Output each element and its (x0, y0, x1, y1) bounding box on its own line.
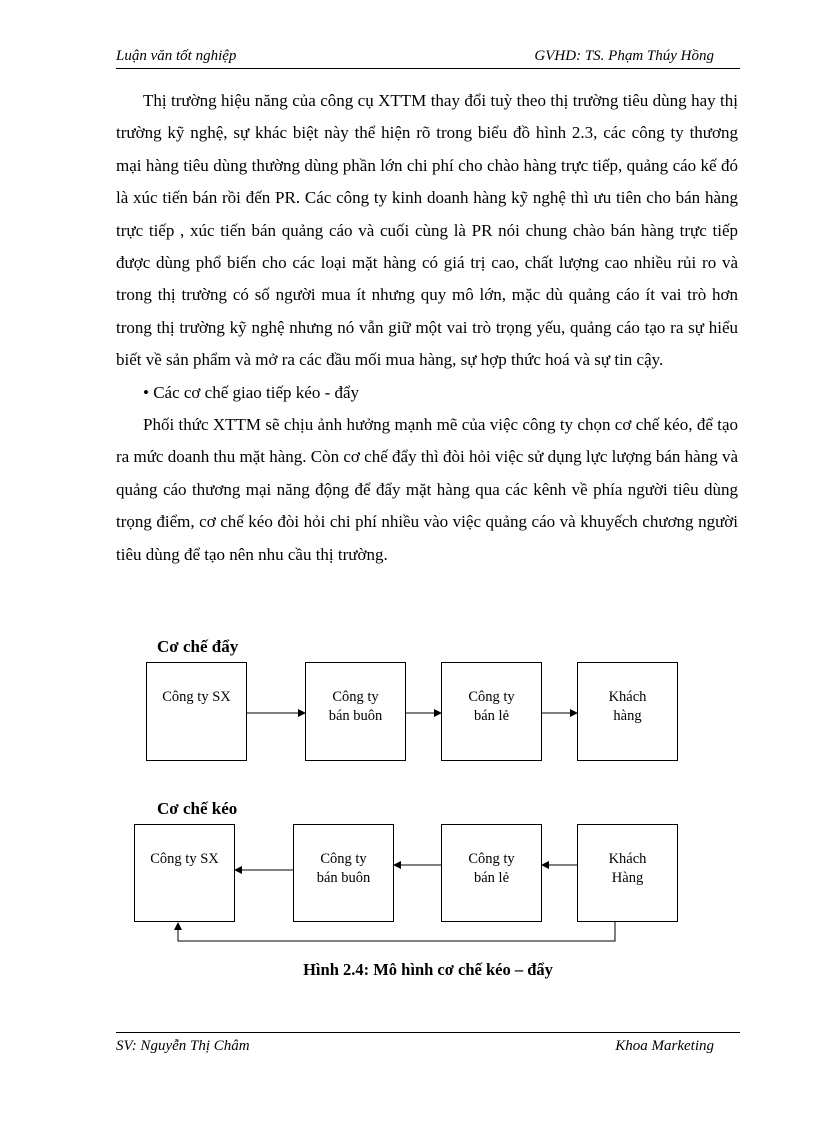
pull-box-1-line1: Công ty SX (150, 851, 219, 867)
paragraph-1: Thị trường hiệu năng của công cụ XTTM thay đổi tuỳ theo thị trường tiêu dùng hay thị trường kỹ nghệ, sự khác biệt này thể hiện rõ trong biểu đồ hình 2.3, các công ty thương mại hàng tiêu dùng thường dùng phần lớn chi phí cho chào hàng trực tiếp, quảng cáo kế đó là xúc tiến bán rồi đến PR. Các công ty kinh doanh hàng kỹ nghệ thì ưu tiên cho bán hàng trực tiếp , xúc tiến bán quảng cáo và cuối cùng là PR nói chung chào bán hàng trực tiếp được dùng phổ biến cho các loại mặt hàng có giá trị cao, chất lượng cao nhiều rủi ro và trong thị trường có số người mua ít nhưng quy mô lớn, mặc dù quảng cáo ít vai trò hơn trong thị trường kỹ nghệ nhưng nó vẫn giữ một vai trò trọng yếu, quảng cáo tạo ra sự hiểu biết về sản phẩm và mở ra các đầu mối mua hàng, sự hợp thức hoá và sự tin cậy. (116, 91, 738, 370)
header-advisor-label: GVHD: TS. Phạm Thúy Hồng (534, 48, 714, 64)
push-box-4-line2: hàng (613, 708, 642, 724)
push-box-3-line1: Công ty (468, 689, 515, 705)
push-box-2-line1: Công ty (332, 689, 379, 705)
push-diagram-title: Cơ chế đẩy (157, 637, 239, 656)
pull-box-4-line1: Khách (608, 851, 647, 867)
pull-feedback-arrow (178, 922, 615, 941)
pull-box-3-line2: bán lẻ (473, 870, 510, 886)
bullet-text: Các cơ chế giao tiếp kéo - đẩy (153, 382, 360, 402)
header-thesis-label: Luận văn tốt nghiệp (116, 48, 237, 64)
push-box-2-line2: bán buôn (328, 708, 383, 724)
figure-caption: Hình 2.4: Mô hình cơ chế kéo – đẩy (303, 960, 553, 979)
footer-student-label: SV: Nguyễn Thị Châm (116, 1038, 250, 1054)
pull-box-2-line1: Công ty (320, 851, 367, 867)
pull-box-3-line1: Công ty (468, 851, 515, 867)
push-box-4-line1: Khách (608, 689, 647, 705)
paragraph-2: Phối thức XTTM sẽ chịu ảnh hưởng mạnh mẽ của việc công ty chọn cơ chế kéo, để tạo ra mức doanh thu mặt hàng. Còn cơ chế đẩy thì đòi hỏi việc sử dụng lực lượng bán hàng và quảng cáo thương mại năng động để đẩy mặt hàng qua các kênh về phía người tiêu dùng trọng điểm, cơ chế kéo đòi hỏi chi phí nhiều vào việc quảng cáo và khuyếch chương người tiêu dùng để tạo nên nhu cầu thị trường. (116, 415, 738, 564)
push-box-3-line2: bán lẻ (473, 708, 510, 724)
push-box-1-line1: Công ty SX (162, 689, 231, 705)
pull-diagram-title: Cơ chế kéo (157, 799, 238, 818)
pull-box-4-line2: Hàng (611, 870, 644, 886)
bullet-icon: • (143, 382, 149, 402)
footer-department-label: Khoa Marketing (615, 1038, 714, 1054)
page-footer (116, 1032, 740, 1059)
pull-box-2-line2: bán buôn (316, 870, 371, 886)
